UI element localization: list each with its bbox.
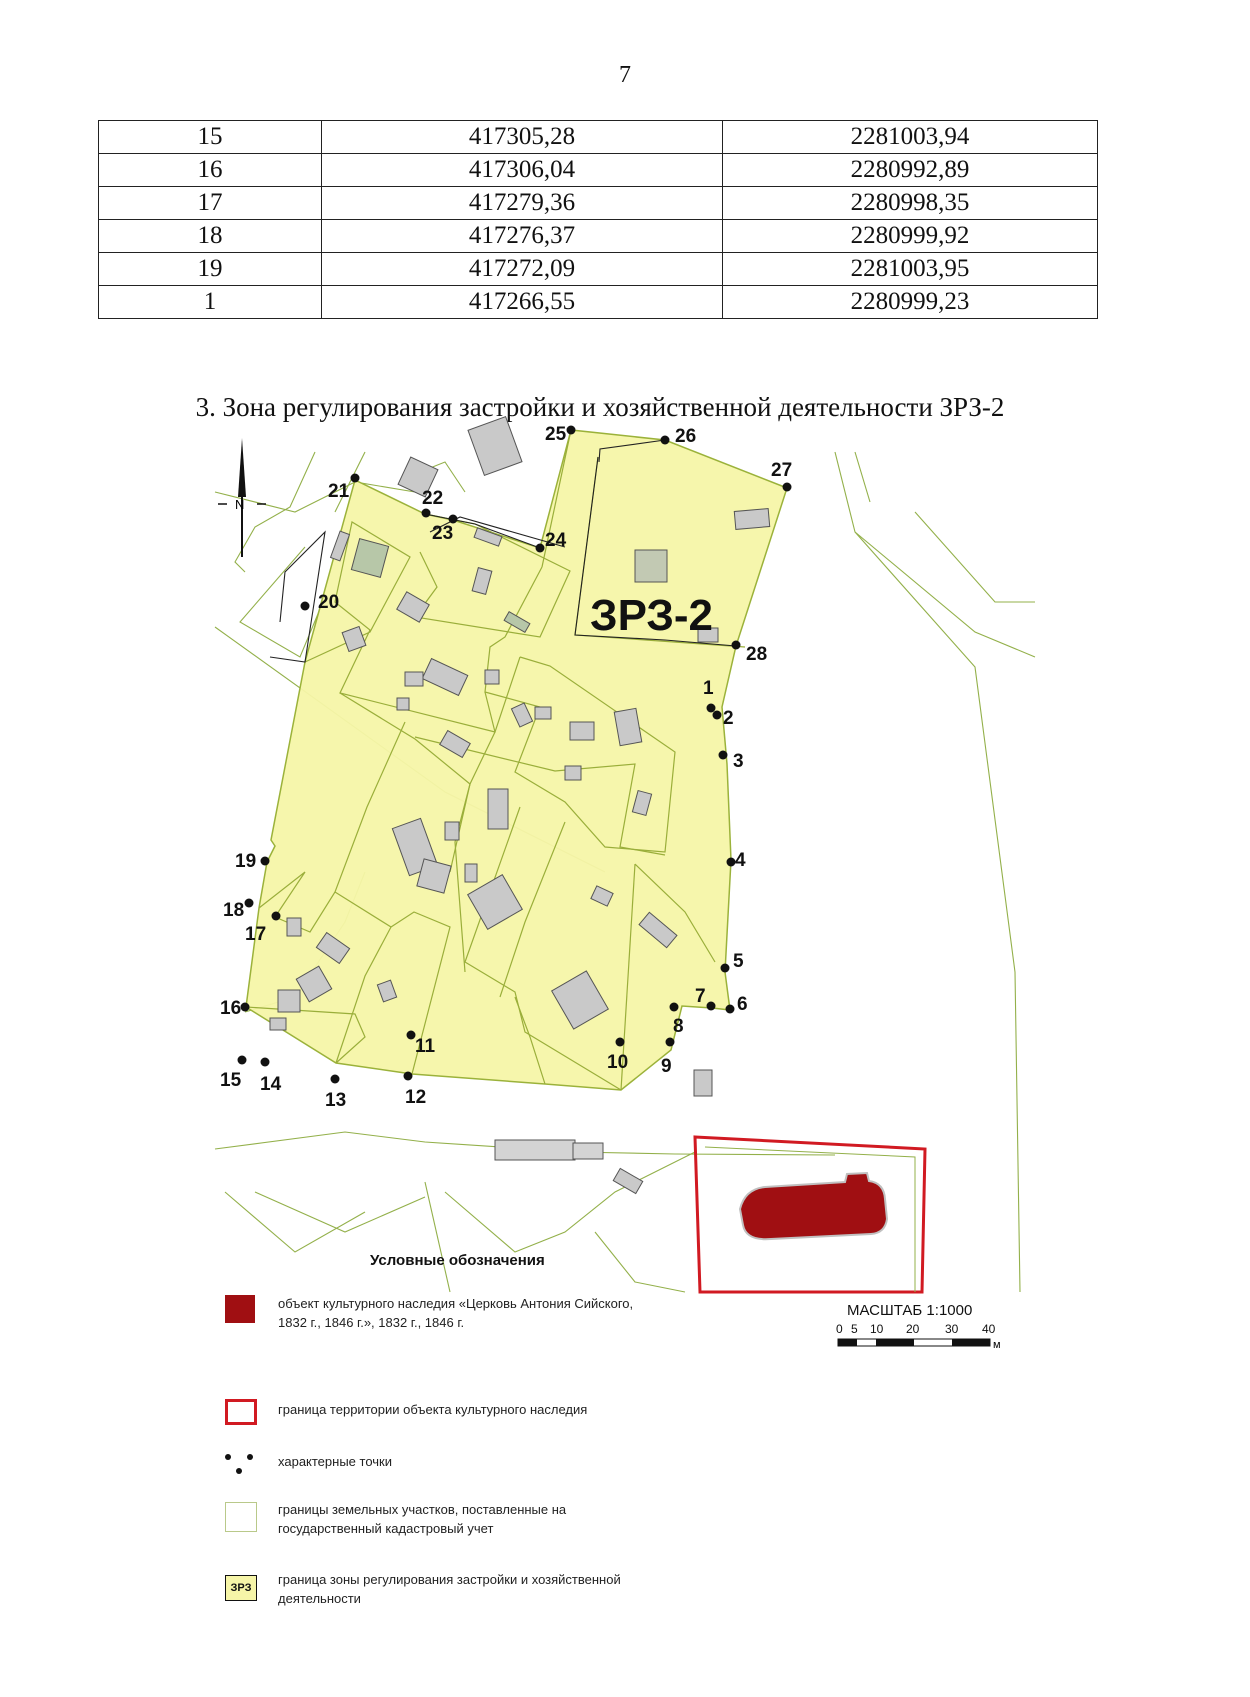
table-row bbox=[99, 187, 1098, 220]
svg-text:4: 4 bbox=[735, 850, 746, 871]
zone-map bbox=[215, 424, 1035, 1292]
svg-text:14: 14 bbox=[260, 1074, 282, 1095]
svg-text:20: 20 bbox=[318, 592, 340, 613]
svg-text:28: 28 bbox=[746, 644, 768, 665]
svg-text:27: 27 bbox=[771, 460, 793, 481]
svg-text:22: 22 bbox=[422, 488, 444, 509]
legend-heritage-object-text: объект культурного наследия «Церковь Антония Сийского, 1832 г., 1846 г.», 1832 г., 1846 г. bbox=[278, 1296, 634, 1330]
svg-text:9: 9 bbox=[661, 1056, 672, 1077]
table-row bbox=[99, 121, 1098, 154]
zone-label: ЗРЗ-2 bbox=[590, 591, 714, 640]
scale-tick: 30 bbox=[945, 1322, 959, 1336]
svg-text:24: 24 bbox=[545, 530, 567, 551]
legend-land-plot-text: границы земельных участков, поставленные на государственный кадастровый учет bbox=[278, 1502, 567, 1536]
legend-heritage-boundary-swatch bbox=[225, 1399, 257, 1425]
x-cell: 417266,55 bbox=[322, 286, 723, 319]
scale-bar bbox=[838, 1336, 1008, 1350]
north-arrow bbox=[218, 438, 266, 557]
point-cell: 15 bbox=[99, 121, 322, 154]
point-cell: 17 bbox=[99, 187, 322, 220]
y-cell: 2281003,95 bbox=[723, 253, 1098, 286]
y-cell: 2280992,89 bbox=[723, 154, 1098, 187]
svg-text:10: 10 bbox=[607, 1052, 629, 1073]
svg-text:5: 5 bbox=[733, 951, 744, 972]
svg-text:1: 1 bbox=[703, 678, 714, 699]
point-cell: 18 bbox=[99, 220, 322, 253]
svg-text:23: 23 bbox=[432, 523, 454, 544]
x-cell: 417306,04 bbox=[322, 154, 723, 187]
scale-tick: 10 bbox=[870, 1322, 884, 1336]
legend-title: Условные обозначения bbox=[370, 1252, 545, 1269]
svg-text:21: 21 bbox=[328, 481, 350, 502]
legend-land-plot-swatch bbox=[225, 1502, 257, 1532]
svg-text:25: 25 bbox=[545, 424, 567, 445]
scale-tick: 0 bbox=[836, 1322, 843, 1336]
legend-zone-badge bbox=[225, 1575, 257, 1601]
scale-title: МАСШТАБ 1:1000 bbox=[847, 1302, 973, 1319]
scale-tick: 40 bbox=[982, 1322, 996, 1336]
svg-text:16: 16 bbox=[220, 998, 242, 1019]
svg-text:2: 2 bbox=[723, 708, 734, 729]
table-row bbox=[99, 154, 1098, 187]
y-cell: 2281003,94 bbox=[723, 121, 1098, 154]
point-cell: 1 bbox=[99, 286, 322, 319]
svg-text:15: 15 bbox=[220, 1070, 242, 1091]
x-cell: 417272,09 bbox=[322, 253, 723, 286]
coordinates-table bbox=[98, 120, 1098, 319]
y-cell: 2280998,35 bbox=[723, 187, 1098, 220]
scale-tick: 5 bbox=[851, 1322, 858, 1336]
svg-text:12: 12 bbox=[405, 1087, 427, 1108]
svg-text:26: 26 bbox=[675, 426, 697, 447]
heritage-object bbox=[740, 1173, 887, 1239]
svg-text:11: 11 bbox=[415, 1036, 436, 1057]
svg-text:6: 6 bbox=[737, 994, 748, 1015]
svg-text:8: 8 bbox=[673, 1016, 684, 1037]
x-cell: 417305,28 bbox=[322, 121, 723, 154]
section-title: 3. Зона регулирования застройки и хозяйственной деятельности ЗРЗ-2 bbox=[195, 392, 1005, 422]
legend-zone-text: граница зоны регулирования застройки и хозяйственной деятельности bbox=[278, 1572, 621, 1606]
svg-text:19: 19 bbox=[235, 851, 257, 872]
table-row bbox=[99, 253, 1098, 286]
scale-tick: 20 bbox=[906, 1322, 920, 1336]
page-number: 7 bbox=[619, 62, 631, 88]
zone-badge-label: ЗРЗ bbox=[230, 1582, 252, 1594]
table-row bbox=[99, 220, 1098, 253]
legend-heritage-object-swatch bbox=[225, 1295, 255, 1323]
y-cell: 2280999,23 bbox=[723, 286, 1098, 319]
x-cell: 417276,37 bbox=[322, 220, 723, 253]
svg-text:17: 17 bbox=[245, 924, 267, 945]
point-cell: 19 bbox=[99, 253, 322, 286]
north-label: N bbox=[235, 497, 245, 512]
point-cell: 16 bbox=[99, 154, 322, 187]
svg-text:7: 7 bbox=[695, 986, 706, 1007]
svg-text:13: 13 bbox=[325, 1090, 347, 1111]
characteristic-points-icon bbox=[225, 1450, 255, 1480]
legend-heritage-boundary-text: граница территории объекта культурного наследия bbox=[278, 1402, 588, 1417]
x-cell: 417279,36 bbox=[322, 187, 723, 220]
svg-text:18: 18 bbox=[223, 900, 245, 921]
table-row bbox=[99, 286, 1098, 319]
scale-unit: м bbox=[993, 1339, 1001, 1351]
legend-points-text: характерные точки bbox=[278, 1454, 392, 1469]
y-cell: 2280999,92 bbox=[723, 220, 1098, 253]
svg-text:3: 3 bbox=[733, 751, 744, 772]
